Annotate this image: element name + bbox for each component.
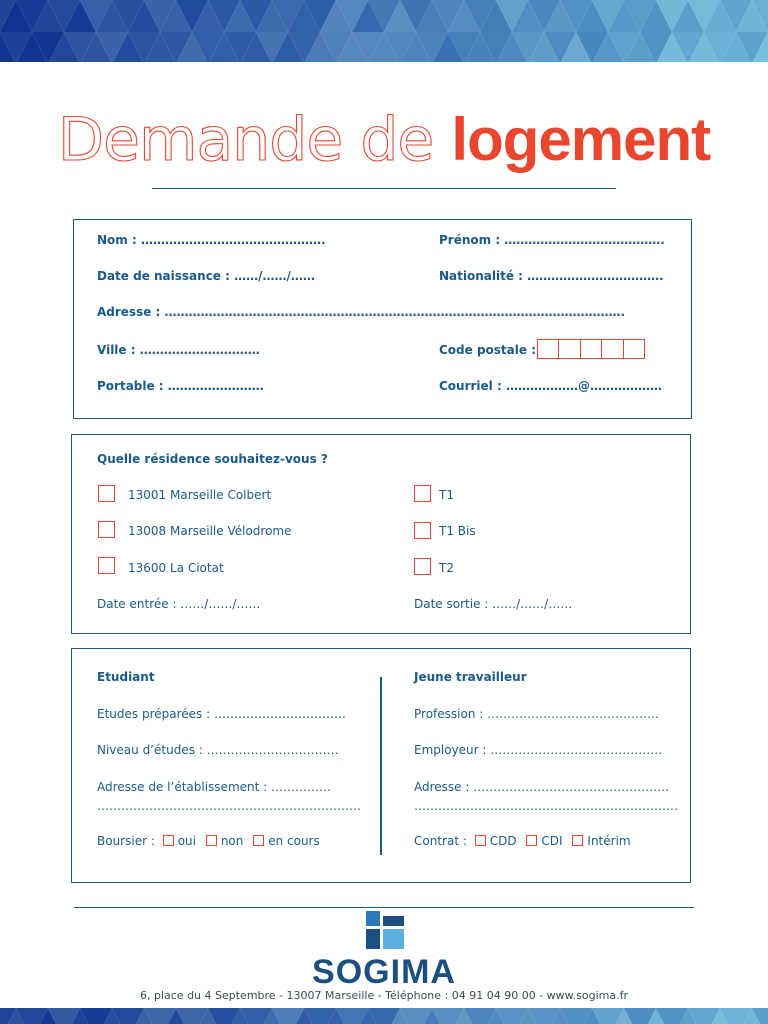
footer-rule	[74, 907, 694, 908]
contrat-interim-label: Intérim	[587, 834, 631, 848]
postal-digit-box[interactable]	[580, 339, 603, 359]
contrat-label: Contrat :	[414, 834, 467, 848]
nom-field[interactable]: Nom : ……………………………………….	[97, 233, 326, 247]
triangle-pattern	[0, 1008, 768, 1024]
etudes-field[interactable]: Etudes préparées : ……………………………	[97, 707, 346, 721]
code-postal-label: Code postale :	[439, 343, 536, 357]
date-naissance-field[interactable]: Date de naissance : ……/……/……	[97, 269, 315, 283]
adresse-etablissement-field[interactable]: Adresse de l’établissement : ……………	[97, 780, 331, 794]
contrat-cdd-checkbox[interactable]	[475, 835, 486, 846]
boursier-oui-label: oui	[177, 834, 196, 848]
residence-checkbox[interactable]	[98, 485, 115, 502]
courriel-field[interactable]: Courriel : ………………@………………	[439, 379, 662, 393]
top-banner	[0, 0, 768, 62]
etudiant-heading: Etudiant	[97, 670, 155, 684]
profession-field[interactable]: Profession : …………………………………….	[414, 707, 659, 721]
boursier-non-checkbox[interactable]	[206, 835, 217, 846]
postal-digit-box[interactable]	[537, 339, 560, 359]
title-bold: logement	[451, 106, 711, 173]
postal-digit-box[interactable]	[601, 339, 624, 359]
building-window-icon	[365, 910, 405, 952]
type-option-label: T1 Bis	[439, 524, 476, 538]
bottom-banner	[0, 1008, 768, 1024]
triangle-pattern	[0, 0, 768, 62]
date-entree-field[interactable]: Date entrée : ……/……/……	[97, 597, 261, 611]
contrat-interim-checkbox[interactable]	[572, 835, 583, 846]
residence-checkbox[interactable]	[98, 557, 115, 574]
postal-digit-box[interactable]	[558, 339, 581, 359]
page-title	[0, 100, 768, 180]
prenom-field[interactable]: Prénom : ………………………………….	[439, 233, 665, 247]
type-option-label: T1	[439, 488, 454, 502]
residence-checkbox[interactable]	[98, 521, 115, 538]
date-sortie-field[interactable]: Date sortie : ……/……/……	[414, 597, 573, 611]
portable-field[interactable]: Portable : ……………………	[97, 379, 264, 393]
contrat-cdd-label: CDD	[489, 834, 517, 848]
boursier-en-cours-checkbox[interactable]	[253, 835, 264, 846]
title-underline	[152, 188, 616, 189]
niveau-field[interactable]: Niveau d’études : ……………………………	[97, 743, 339, 757]
residence-question: Quelle résidence souhaitez-vous ?	[97, 452, 328, 466]
boursier-row	[97, 833, 320, 849]
residence-option-label: 13001 Marseille Colbert	[128, 488, 272, 502]
boursier-oui-checkbox[interactable]	[163, 835, 174, 846]
contrat-cdi-label: CDI	[541, 834, 563, 848]
nationalite-field[interactable]: Nationalité : …………………………….	[439, 269, 664, 283]
contrat-row	[414, 833, 631, 849]
adresse-field[interactable]: Adresse : …………………………………………………………………………………………………….	[97, 305, 626, 319]
footer-address: 6, place du 4 Septembre - 13007 Marseille - Téléphone : 04 91 04 90 00 - www.sogima.fr	[139, 989, 628, 1002]
residence-option-label: 13008 Marseille Vélodrome	[128, 524, 292, 538]
jeune-travailleur-heading: Jeune travailleur	[414, 670, 527, 684]
contrat-cdi-checkbox[interactable]	[526, 835, 537, 846]
brand-name: SOGIMA	[312, 953, 456, 991]
employeur-field[interactable]: Employeur : …………………………………….	[414, 743, 663, 757]
title-light: Demande de	[57, 105, 452, 175]
boursier-label: Boursier :	[97, 834, 155, 848]
postal-digit-box[interactable]	[623, 339, 646, 359]
code-postal-boxes[interactable]	[537, 339, 645, 359]
column-divider	[380, 677, 382, 855]
type-checkbox[interactable]	[414, 485, 431, 502]
adresse-etablissement-line2[interactable]: …………………………………………………………	[97, 799, 361, 813]
type-checkbox[interactable]	[414, 558, 431, 575]
boursier-en-cours-label: en cours	[268, 834, 320, 848]
jeune-adresse-field[interactable]: Adresse : ………………………………………….	[414, 780, 670, 794]
residence-option-label: 13600 La Ciotat	[128, 561, 224, 575]
type-option-label: T2	[439, 561, 454, 575]
type-checkbox[interactable]	[414, 522, 431, 539]
boursier-non-label: non	[220, 834, 244, 848]
ville-field[interactable]: Ville : …………………………	[97, 343, 260, 357]
jeune-adresse-line2[interactable]: …………………………………………………………	[414, 799, 678, 813]
